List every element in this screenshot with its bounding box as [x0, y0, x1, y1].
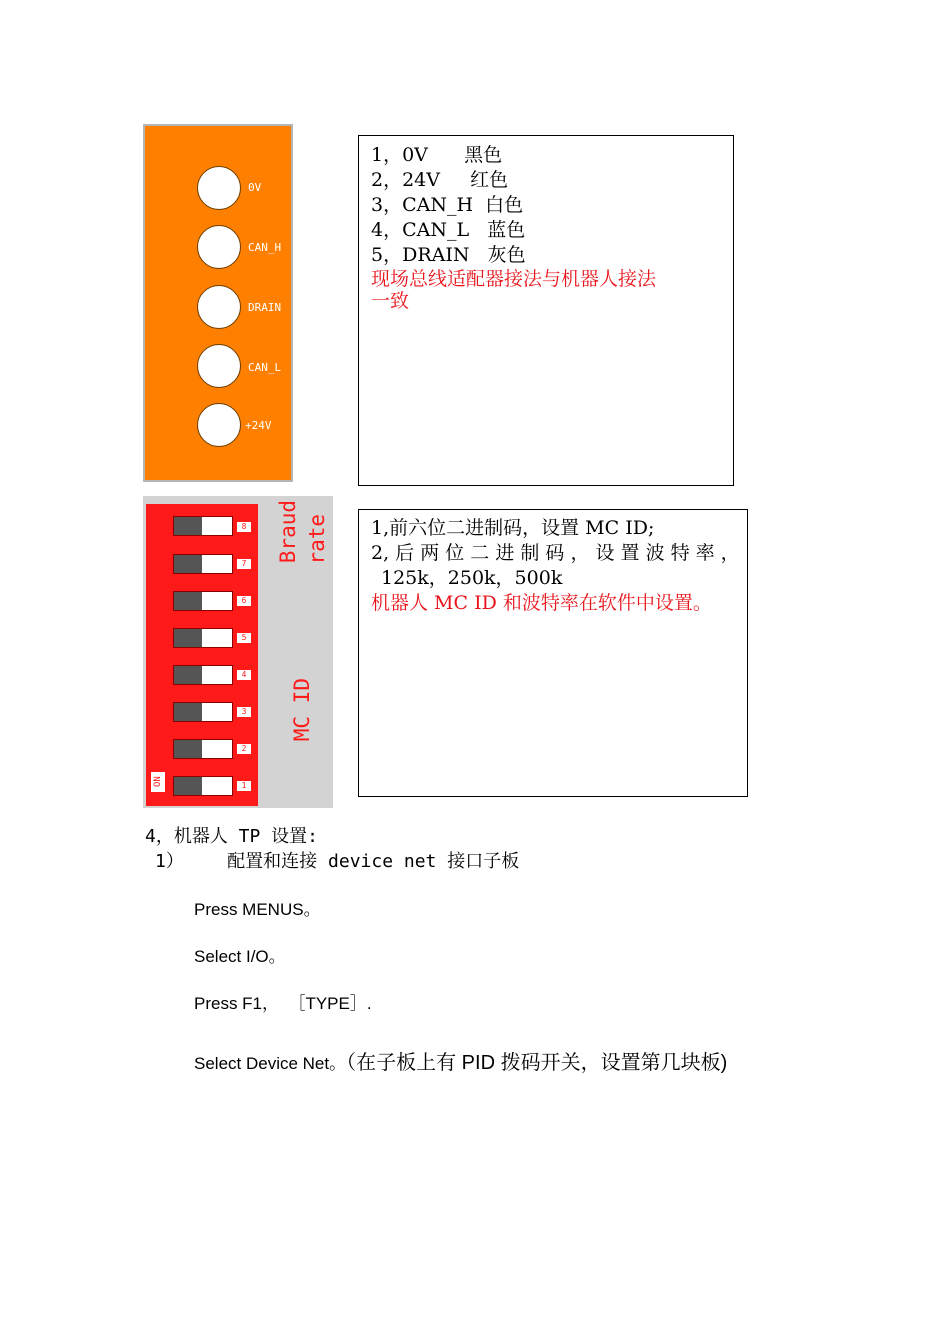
wiring-note: 一致: [371, 290, 410, 312]
pin-label: DRAIN: [248, 301, 282, 314]
switch-number: 2: [237, 744, 251, 754]
on-label: ON: [151, 772, 165, 792]
dip-info-line: 2, 后 两 位 二 进 制 码 ， 设 置 波 特 率 ，: [371, 542, 740, 564]
switch-number: 1: [237, 781, 251, 791]
pin-drain: [197, 285, 241, 329]
instruction-line: Press MENUS。: [194, 900, 321, 919]
dip-switch-8: [173, 516, 233, 536]
pin-can-l: [197, 344, 241, 388]
instruction-note: （在子板上有 PID 拨码开关，设置第几块板): [346, 1052, 728, 1074]
dip-switch-1: [173, 776, 233, 796]
instruction-line: Select I/O。: [194, 947, 286, 966]
wiring-info-box: [358, 135, 734, 486]
switch-number: 6: [237, 596, 251, 606]
switch-number: 3: [237, 707, 251, 717]
section-step: 1） 配置和连接 device net 接口子板: [155, 851, 520, 872]
switch-number: 8: [237, 522, 251, 532]
dip-switch-2: [173, 739, 233, 759]
switch-number: 4: [237, 670, 251, 680]
dip-switch-4: [173, 665, 233, 685]
switch-number: 5: [237, 633, 251, 643]
wiring-row: 4，CAN_L 蓝色: [371, 219, 526, 241]
dip-switch-6: [173, 591, 233, 611]
wiring-row: 1，0V 黑色: [371, 144, 503, 166]
instruction-line: [194, 1046, 727, 1075]
dip-switch-diagram: [143, 496, 333, 808]
dip-switch-3: [173, 702, 233, 722]
pin-24v: [197, 403, 241, 447]
pin-label: CAN_H: [248, 241, 282, 254]
mc-id-label: MC ID: [290, 678, 314, 742]
wiring-row: 3，CAN_H 白色: [371, 194, 524, 216]
dip-switch-7: [173, 554, 233, 574]
dip-switch-5: [173, 628, 233, 648]
pin-label: +24V: [245, 419, 272, 432]
switch-number: 7: [237, 559, 251, 569]
braud-label: Braud: [276, 500, 300, 564]
pin-label: CAN_L: [248, 361, 282, 374]
instruction-text: Select Device Net。: [194, 1054, 347, 1073]
rate-label: rate: [305, 514, 329, 565]
wiring-row: 5，DRAIN 灰色: [371, 244, 526, 266]
pin-0v: [197, 166, 241, 210]
wiring-note: 现场总线适配器接法与机器人接法: [371, 268, 657, 290]
dip-info-box: [358, 509, 748, 797]
wiring-row: 2，24V 红色: [371, 169, 509, 191]
dip-info-line: 1,前六位二进制码，设置 MC ID;: [371, 517, 655, 539]
pin-label: 0V: [248, 181, 262, 194]
connector-diagram: [143, 124, 293, 482]
pin-can-h: [197, 225, 241, 269]
instruction-line: Press F1， ［TYPE］.: [194, 994, 372, 1013]
dip-info-note: 机器人 MC ID 和波特率在软件中设置。: [371, 592, 712, 614]
dip-switch-body: [146, 504, 258, 806]
section-heading: 4，机器人 TP 设置:: [145, 826, 319, 847]
dip-info-line: 125k，250k，500k: [381, 567, 563, 589]
